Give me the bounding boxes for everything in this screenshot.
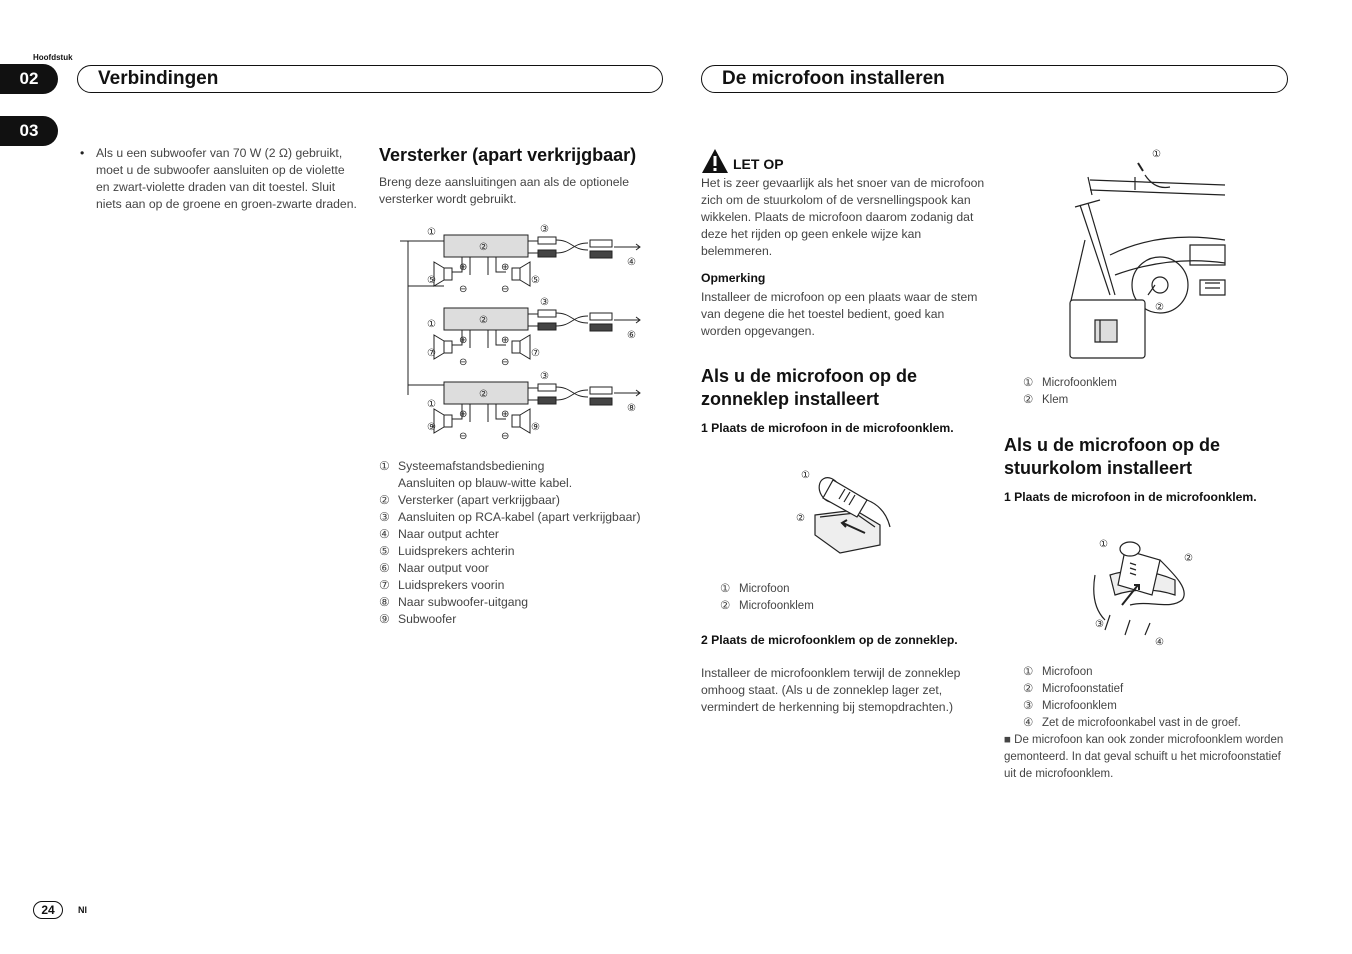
legend-number: ② <box>1023 683 1034 695</box>
amplifier-wiring-diagram <box>392 220 652 445</box>
legend-item <box>1023 664 1293 681</box>
legend-text: Microfoon <box>739 583 790 595</box>
legend-number: ⑥ <box>379 561 390 575</box>
legend-text: Versterker (apart verkrijgbaar) <box>398 493 560 507</box>
column-heading: Als u de microfoon op de stuurkolom installeert <box>1004 435 1221 478</box>
legend-item <box>720 581 920 598</box>
svg-text:⑥: ⑥ <box>627 330 636 341</box>
svg-text:②: ② <box>479 242 488 253</box>
section-title-left <box>77 65 663 93</box>
legend-number: ① <box>1023 377 1034 389</box>
warning-icon <box>701 148 729 174</box>
visor-legend <box>720 581 920 615</box>
svg-text:③: ③ <box>540 297 549 308</box>
legend-item <box>379 577 669 594</box>
visor-microphone-illustration <box>795 465 905 560</box>
visor-step1: 1 Plaats de microfoon in de microfoonklem. <box>701 421 954 435</box>
svg-text:⊖: ⊖ <box>501 357 510 368</box>
legend-text: Aansluiten op blauw-witte kabel. <box>398 476 573 490</box>
legend-item <box>1023 715 1293 732</box>
visor-heading: Als u de microfoon op de zonneklep installeert <box>701 366 918 409</box>
legend-item <box>379 543 669 560</box>
legend-number: ② <box>1023 394 1034 406</box>
legend-item <box>379 526 669 543</box>
bullet-list <box>80 145 360 213</box>
svg-text:③: ③ <box>1095 619 1104 630</box>
legend-text: Zet de microfoonkabel vast in de groef. <box>1042 717 1241 729</box>
section-title-right <box>701 65 1288 93</box>
svg-text:②: ② <box>1155 302 1164 313</box>
note-label: Opmerking <box>701 271 766 285</box>
legend-text: Naar output voor <box>398 561 489 575</box>
svg-text:⑤: ⑤ <box>427 275 436 286</box>
language-code: Nl <box>78 905 87 915</box>
legend-number: ① <box>379 459 390 473</box>
legend-number <box>379 475 398 492</box>
legend-number: ④ <box>379 527 390 541</box>
legend-item <box>379 458 669 475</box>
legend-text: Luidsprekers achterin <box>398 544 515 558</box>
svg-text:⊕: ⊕ <box>459 335 468 346</box>
amp-heading: Versterker (apart verkrijgbaar) <box>379 145 637 165</box>
visor-step2-text: Installeer de microfoonklem terwijl de zonneklep omhoog staat. (Als u de zonneklep lager zet, vermindert de herkenning bij stemopdrachten.) <box>701 666 961 714</box>
legend-text: Aansluiten op RCA-kabel (apart verkrijgbaar) <box>398 510 641 524</box>
car-legend <box>1023 375 1223 409</box>
svg-text:④: ④ <box>1155 637 1164 648</box>
legend-text: Microfoonklem <box>739 600 814 612</box>
legend-item <box>379 611 669 628</box>
svg-text:①: ① <box>801 470 810 481</box>
legend-item <box>1023 698 1293 715</box>
legend-text: Microfoonstatief <box>1042 683 1124 695</box>
svg-text:②: ② <box>796 513 805 524</box>
legend-number: ① <box>720 583 731 595</box>
legend-text: Microfoonklem <box>1042 700 1117 712</box>
legend-number: ③ <box>379 510 390 524</box>
caution-block <box>701 148 784 174</box>
svg-text:②: ② <box>479 389 488 400</box>
steering-column-illustration <box>1090 535 1200 650</box>
legend-text: Microfoonklem <box>1042 377 1117 389</box>
svg-text:①: ① <box>427 227 436 238</box>
svg-text:⊕: ⊕ <box>501 335 510 346</box>
svg-text:⊖: ⊖ <box>459 284 468 295</box>
amp-legend <box>379 458 669 628</box>
svg-text:⊕: ⊕ <box>501 262 510 273</box>
svg-text:⊕: ⊕ <box>459 262 468 273</box>
svg-text:①: ① <box>427 319 436 330</box>
column-legend <box>1023 664 1293 732</box>
svg-text:⊖: ⊖ <box>459 357 468 368</box>
svg-text:⑦: ⑦ <box>427 348 436 359</box>
legend-text: Naar output achter <box>398 527 499 541</box>
svg-text:④: ④ <box>627 257 636 268</box>
page-number: 24 <box>33 901 63 919</box>
chapter-label: Hoofdstuk <box>33 53 73 62</box>
legend-item <box>720 598 920 615</box>
legend-text: Subwoofer <box>398 612 457 626</box>
svg-text:⊖: ⊖ <box>501 284 510 295</box>
legend-number: ② <box>720 600 731 612</box>
legend-text: Luidsprekers voorin <box>398 578 505 592</box>
legend-number: ⑧ <box>379 595 390 609</box>
bullet-item: • Als u een subwoofer van 70 W (2 Ω) gebruikt, moet u de subwoofer aansluiten op de violette en zwart-violette draden van dit toestel. Sluit niets aan op de groene en groen-zwarte draden. <box>80 145 360 213</box>
caution-text: Het is zeer gevaarlijk als het snoer van de microfoon zich om de stuurkolom of de versnellingspook kan wikkelen. Plaats de microfoon daarom zodanig dat deze het rijden op geen enkele wijze kan belemmeren. <box>701 176 985 258</box>
visor-step2: 2 Plaats de microfoonklem op de zonneklep. <box>701 633 958 647</box>
svg-text:②: ② <box>479 315 488 326</box>
legend-number: ⑨ <box>379 612 390 626</box>
svg-text:⑨: ⑨ <box>531 422 540 433</box>
legend-text: Microfoon <box>1042 666 1093 678</box>
svg-text:⊖: ⊖ <box>459 431 468 442</box>
svg-text:①: ① <box>1099 539 1108 550</box>
svg-text:⊕: ⊕ <box>501 409 510 420</box>
section-title-text: Verbindingen <box>98 68 219 89</box>
svg-text:⑨: ⑨ <box>427 422 436 433</box>
legend-number: ① <box>1023 666 1034 678</box>
legend-item <box>379 560 669 577</box>
legend-item <box>1023 375 1223 392</box>
car-interior-illustration <box>1060 145 1230 365</box>
svg-text:⑤: ⑤ <box>531 275 540 286</box>
legend-number: ④ <box>1023 717 1034 729</box>
legend-number: ⑤ <box>379 544 390 558</box>
svg-text:⑦: ⑦ <box>531 348 540 359</box>
note-text: Installeer de microfoon op een plaats waar de stem van degene die het toestel bedient, goed kan worden opgevangen. <box>701 290 978 338</box>
svg-text:⑧: ⑧ <box>627 403 636 414</box>
svg-text:①: ① <box>427 399 436 410</box>
amp-intro: Breng deze aansluitingen aan als de optionele versterker wordt gebruikt. <box>379 175 630 206</box>
column-step1: 1 Plaats de microfoon in de microfoonklem. <box>1004 490 1257 504</box>
svg-text:⊕: ⊕ <box>459 409 468 420</box>
legend-item <box>379 492 669 509</box>
svg-text:③: ③ <box>540 371 549 382</box>
svg-text:⊖: ⊖ <box>501 431 510 442</box>
legend-item <box>379 594 669 611</box>
column-note: ■ De microfoon kan ook zonder microfoonklem worden gemonteerd. In dat geval schuift u het microfoonstatief uit de microfoonklem. <box>1004 734 1284 780</box>
legend-number: ⑦ <box>379 578 390 592</box>
legend-text: Naar subwoofer-uitgang <box>398 595 529 609</box>
legend-item <box>379 509 669 526</box>
svg-text:②: ② <box>1184 553 1193 564</box>
legend-item <box>379 475 669 492</box>
legend-text: Klem <box>1042 394 1069 406</box>
legend-number: ③ <box>1023 700 1034 712</box>
legend-item <box>1023 681 1293 698</box>
chapter-tab-03[interactable]: 03 <box>0 116 58 146</box>
legend-number: ② <box>379 493 390 507</box>
svg-text:①: ① <box>1152 149 1161 160</box>
legend-text: Systeemafstandsbediening <box>398 459 545 473</box>
legend-item <box>1023 392 1223 409</box>
caution-label: LET OP <box>733 156 784 172</box>
section-title-text: De microfoon installeren <box>722 68 945 89</box>
svg-text:③: ③ <box>540 224 549 235</box>
chapter-tab-02[interactable]: 02 <box>0 64 58 94</box>
